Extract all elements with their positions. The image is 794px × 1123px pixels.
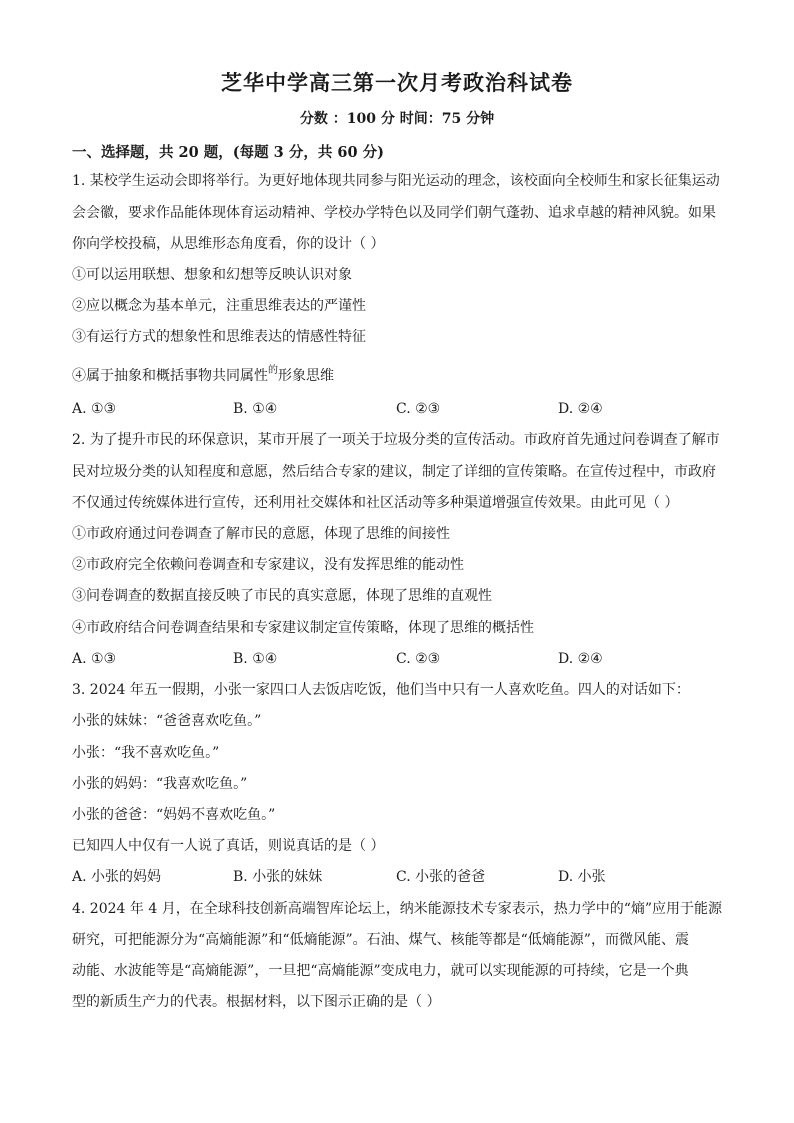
q1-stem-line: 会会徽，要求作品能体现体育运动精神、学校办学特色以及同学们朝气蓬勃、追求卓越的精神风貌。如果 bbox=[72, 205, 716, 221]
q1-option-d: D. ②④ bbox=[558, 401, 603, 417]
q1-item: ③有运行方式的想象性和思维表达的情感性特征 bbox=[72, 329, 366, 345]
q1-option-b: B. ①④ bbox=[233, 401, 278, 417]
q3-dialog-line: 小张的爸爸：“妈妈不喜欢吃鱼。” bbox=[72, 807, 276, 823]
q1-item: ①可以运用联想、想象和幻想等反映认识对象 bbox=[72, 267, 352, 283]
q3-stem-line: 3. 2024 年五一假期，小张一家四口人去饭店吃饭，他们当中只有一人喜欢吃鱼。四人的对话如下： bbox=[72, 682, 690, 698]
q1-stem-line: 你向学校投稿，从思维形态角度看，你的设计（ ） bbox=[72, 236, 385, 252]
q3-stem-line: 已知四人中仅有一人说了真话，则说真话的是（ ） bbox=[72, 838, 385, 854]
q4-stem-line: 4. 2024 年 4 月，在全球科技创新高端智库论坛上，纳米能源技术专家表示，热力学中的“熵”应用于能源 bbox=[72, 901, 723, 917]
q1-item bbox=[72, 366, 732, 388]
q1-item4-text: ④属于抽象和概括事物共同属性 bbox=[72, 368, 268, 384]
q3-option-c: C. 小张的爸爸 bbox=[396, 869, 486, 885]
q2-option-d: D. ②④ bbox=[558, 651, 603, 667]
q3-option-a: A. 小张的妈妈 bbox=[72, 869, 162, 885]
q1-option-c: C. ②③ bbox=[396, 401, 441, 417]
q3-dialog-line: 小张：“我不喜欢吃鱼。” bbox=[72, 745, 220, 761]
q1-item4-text: 形象思维 bbox=[278, 368, 334, 384]
q2-item: ②市政府完全依赖问卷调查和专家建议，没有发挥思维的能动性 bbox=[72, 557, 464, 573]
q1-option-a: A. ①③ bbox=[72, 401, 117, 417]
q1-item4-sup: 的 bbox=[268, 365, 278, 376]
q3-dialog-line: 小张的妈妈：“我喜欢吃鱼。” bbox=[72, 776, 248, 792]
q2-item: ④市政府结合问卷调查结果和专家建议制定宣传策略，体现了思维的概括性 bbox=[72, 620, 534, 636]
q2-stem-line: 2. 为了提升市民的环保意识，某市开展了一项关于垃圾分类的宣传活动。市政府首先通过问卷调查了解市 bbox=[72, 432, 720, 448]
q2-option-a: A. ①③ bbox=[72, 651, 117, 667]
exam-title: 芝华中学高三第一次月考政治科试卷 bbox=[221, 70, 573, 95]
q4-stem-line: 型的新质生产力的代表。根据材料，以下图示正确的是（ ） bbox=[72, 994, 441, 1010]
q4-stem-line: 动能、水波能等是“高熵能源”，一旦把“高熵能源”变成电力，就可以实现能源的可持续，它是一个典 bbox=[72, 963, 689, 979]
q3-dialog-line: 小张的妹妹：“爸爸喜欢吃鱼。” bbox=[72, 713, 262, 729]
q2-option-b: B. ①④ bbox=[233, 651, 278, 667]
q2-item: ①市政府通过问卷调查了解市民的意愿，体现了思维的间接性 bbox=[72, 526, 450, 542]
q2-option-c: C. ②③ bbox=[396, 651, 441, 667]
q1-stem-line: 1. 某校学生运动会即将举行。为更好地体现共同参与阳光运动的理念，该校面向全校师生和家长征集运动 bbox=[72, 173, 720, 189]
q4-stem-line: 研究，可把能源分为“高熵能源”和“低熵能源”。石油、煤气、核能等都是“低熵能源”，而微风能、震 bbox=[72, 932, 689, 948]
section-heading: 一、选择题，共 20 题，(每题 3 分，共 60 分) bbox=[72, 144, 384, 161]
q1-item: ②应以概念为基本单元，注重思维表达的严谨性 bbox=[72, 298, 366, 314]
q3-option-b: B. 小张的妹妹 bbox=[233, 869, 323, 885]
q3-option-d: D. 小张 bbox=[558, 869, 606, 885]
q2-item: ③问卷调查的数据直接反映了市民的真实意愿，体现了思维的直观性 bbox=[72, 588, 492, 604]
q2-stem-line: 不仅通过传统媒体进行宣传，还利用社交媒体和社区活动等多种渠道增强宣传效果。由此可见（ ） bbox=[72, 495, 679, 511]
q2-stem-line: 民对垃圾分类的认知程度和意愿，然后结合专家的建议，制定了详细的宣传策略。在宣传过程中，市政府 bbox=[72, 464, 716, 480]
exam-subtitle: 分数 ：100 分 时间：75 分钟 bbox=[299, 111, 495, 127]
